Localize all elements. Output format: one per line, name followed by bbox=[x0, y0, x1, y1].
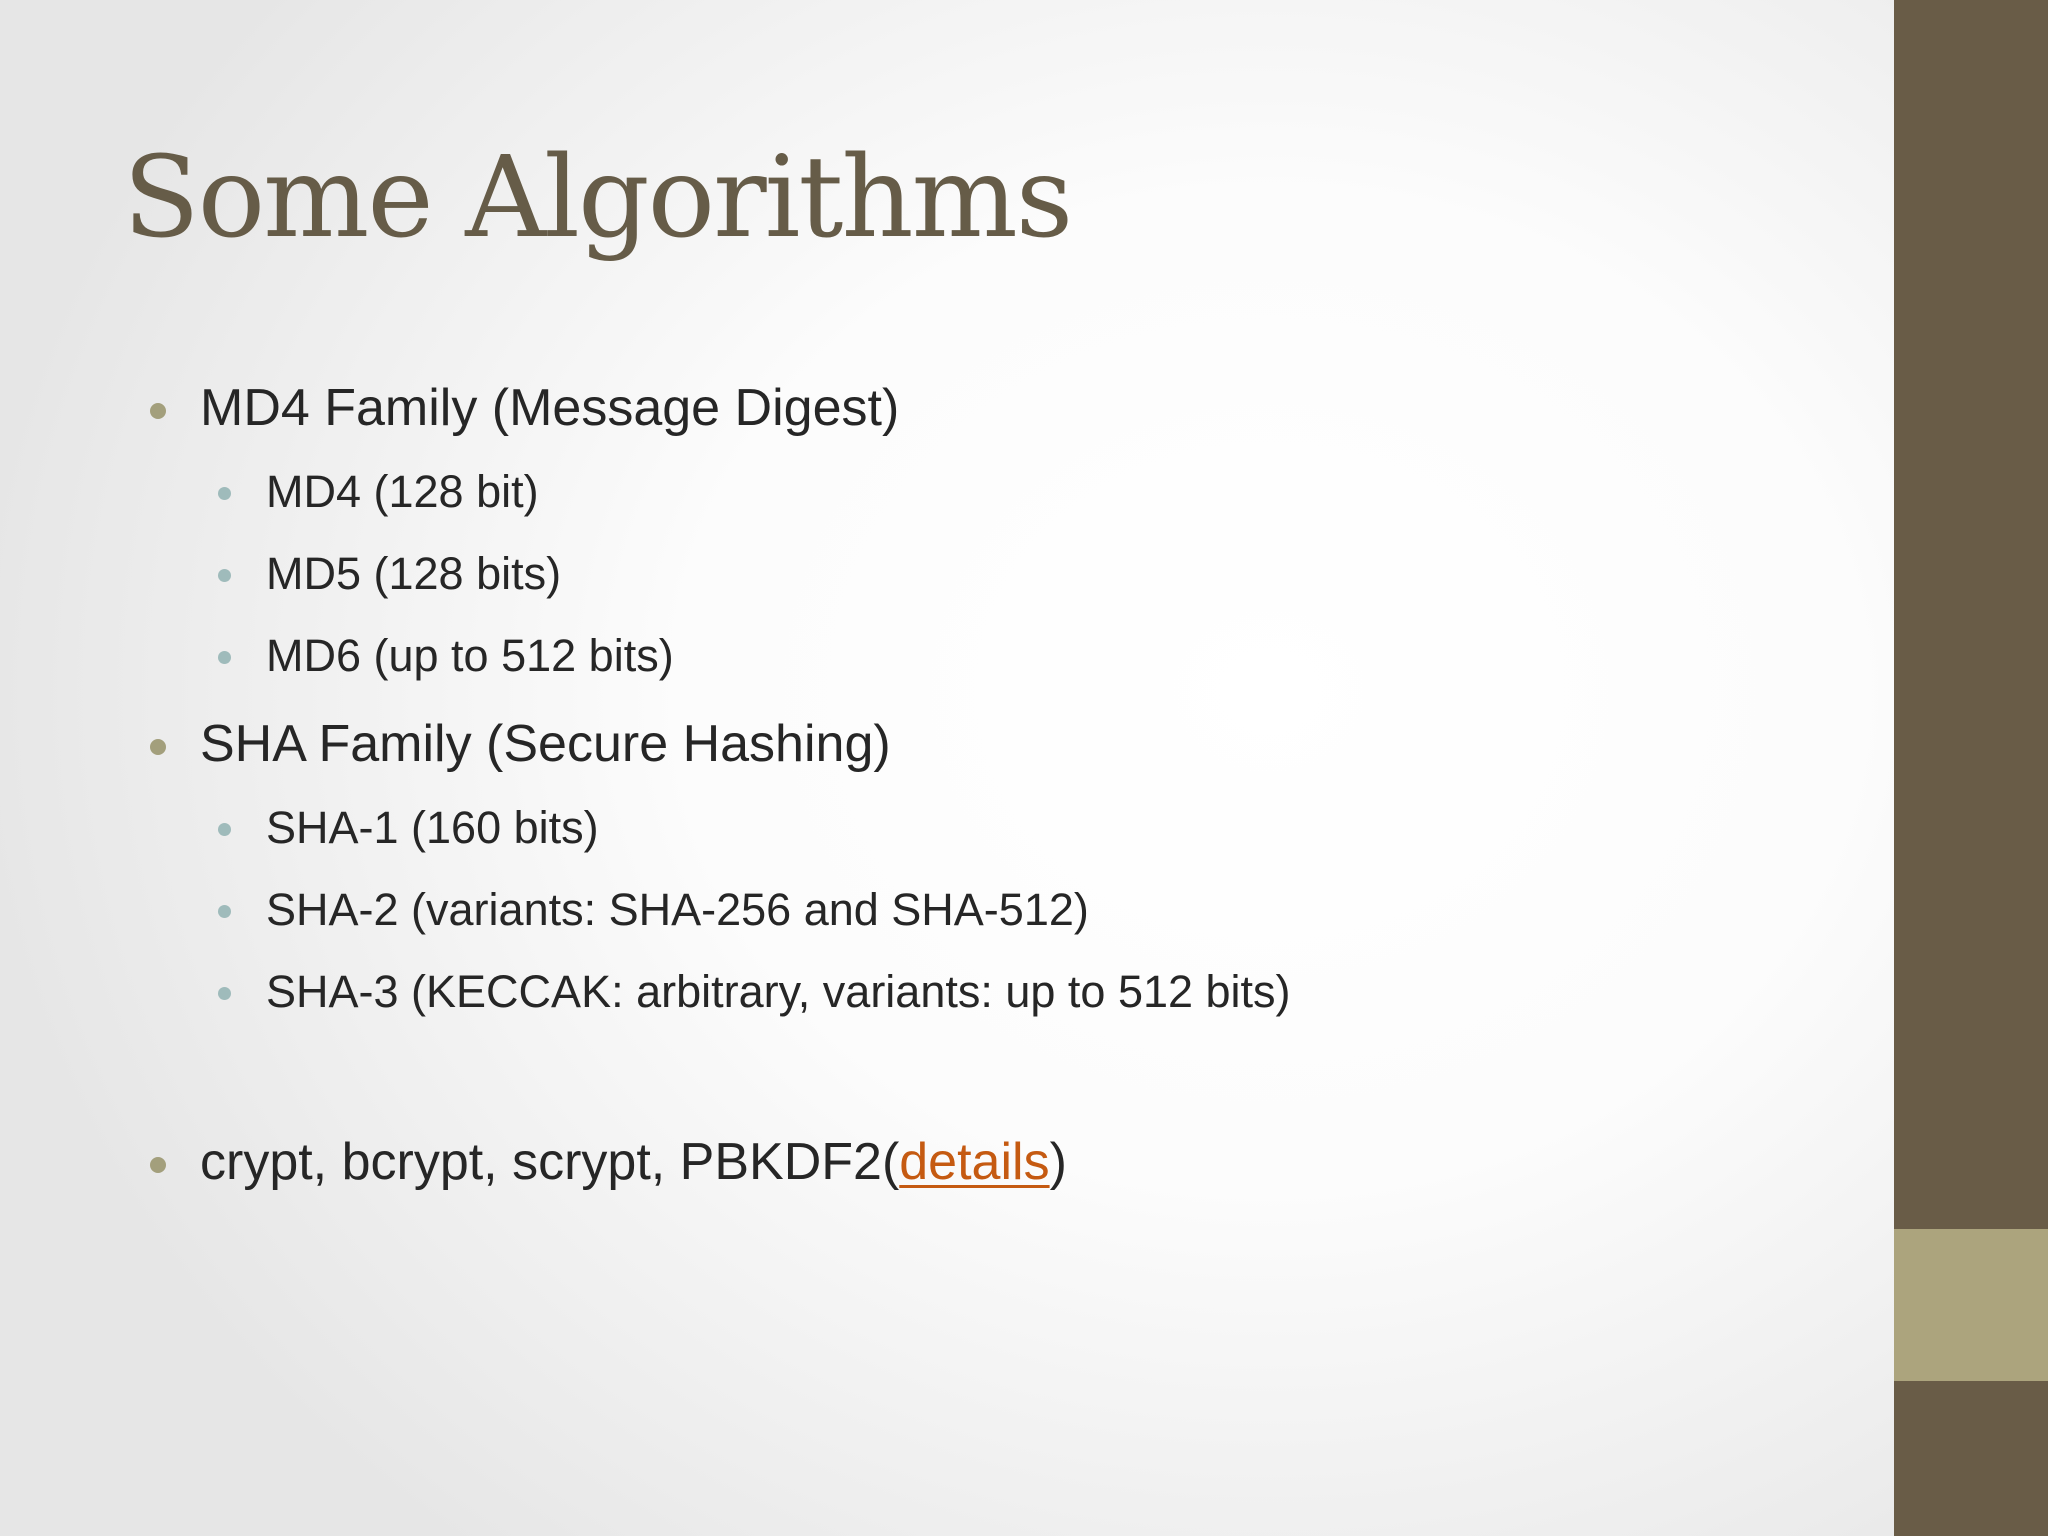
bullet-text: SHA-2 (variants: SHA-256 and SHA-512) bbox=[266, 884, 1089, 935]
bullet-text-suffix: ) bbox=[1049, 1133, 1067, 1191]
bullet-md5 bbox=[266, 544, 561, 604]
bullet-dot-icon bbox=[218, 905, 231, 918]
bullet-dot-icon bbox=[150, 739, 166, 755]
bullet-text: SHA-1 (160 bits) bbox=[266, 802, 599, 853]
bullet-text: MD4 (128 bit) bbox=[266, 466, 539, 517]
bullet-text: MD5 (128 bits) bbox=[266, 548, 562, 599]
bullet-password-hashing bbox=[200, 1127, 1067, 1197]
bullet-text: SHA-3 (KECCAK: arbitrary, variants: up to 512 bits) bbox=[266, 966, 1291, 1017]
bullet-md4 bbox=[266, 462, 539, 522]
slide-title: Some Algorithms bbox=[123, 133, 1072, 263]
bullet-dot-icon bbox=[218, 651, 231, 664]
bullet-text-prefix: crypt, bcrypt, scrypt, PBKDF2( bbox=[200, 1133, 900, 1191]
bullet-sha-family bbox=[200, 709, 891, 779]
bullet-sha-2 bbox=[266, 880, 1089, 940]
bullet-dot-icon bbox=[150, 403, 166, 419]
bullet-dot-icon bbox=[218, 569, 231, 582]
bullet-text: MD4 Family (Message Digest) bbox=[200, 379, 900, 437]
bullet-sha-1 bbox=[266, 798, 599, 858]
details-link[interactable]: details bbox=[899, 1133, 1050, 1191]
bullet-dot-icon bbox=[150, 1157, 166, 1173]
bullet-md4-family bbox=[200, 373, 899, 443]
bullet-md6 bbox=[266, 626, 674, 686]
bullet-sha-3 bbox=[266, 962, 1291, 1022]
side-decor-accent bbox=[1894, 1229, 2048, 1381]
bullet-dot-icon bbox=[218, 823, 231, 836]
bullet-dot-icon bbox=[218, 987, 231, 1000]
bullet-dot-icon bbox=[218, 487, 231, 500]
bullet-text: SHA Family (Secure Hashing) bbox=[200, 715, 891, 773]
bullet-text: MD6 (up to 512 bits) bbox=[266, 630, 674, 681]
